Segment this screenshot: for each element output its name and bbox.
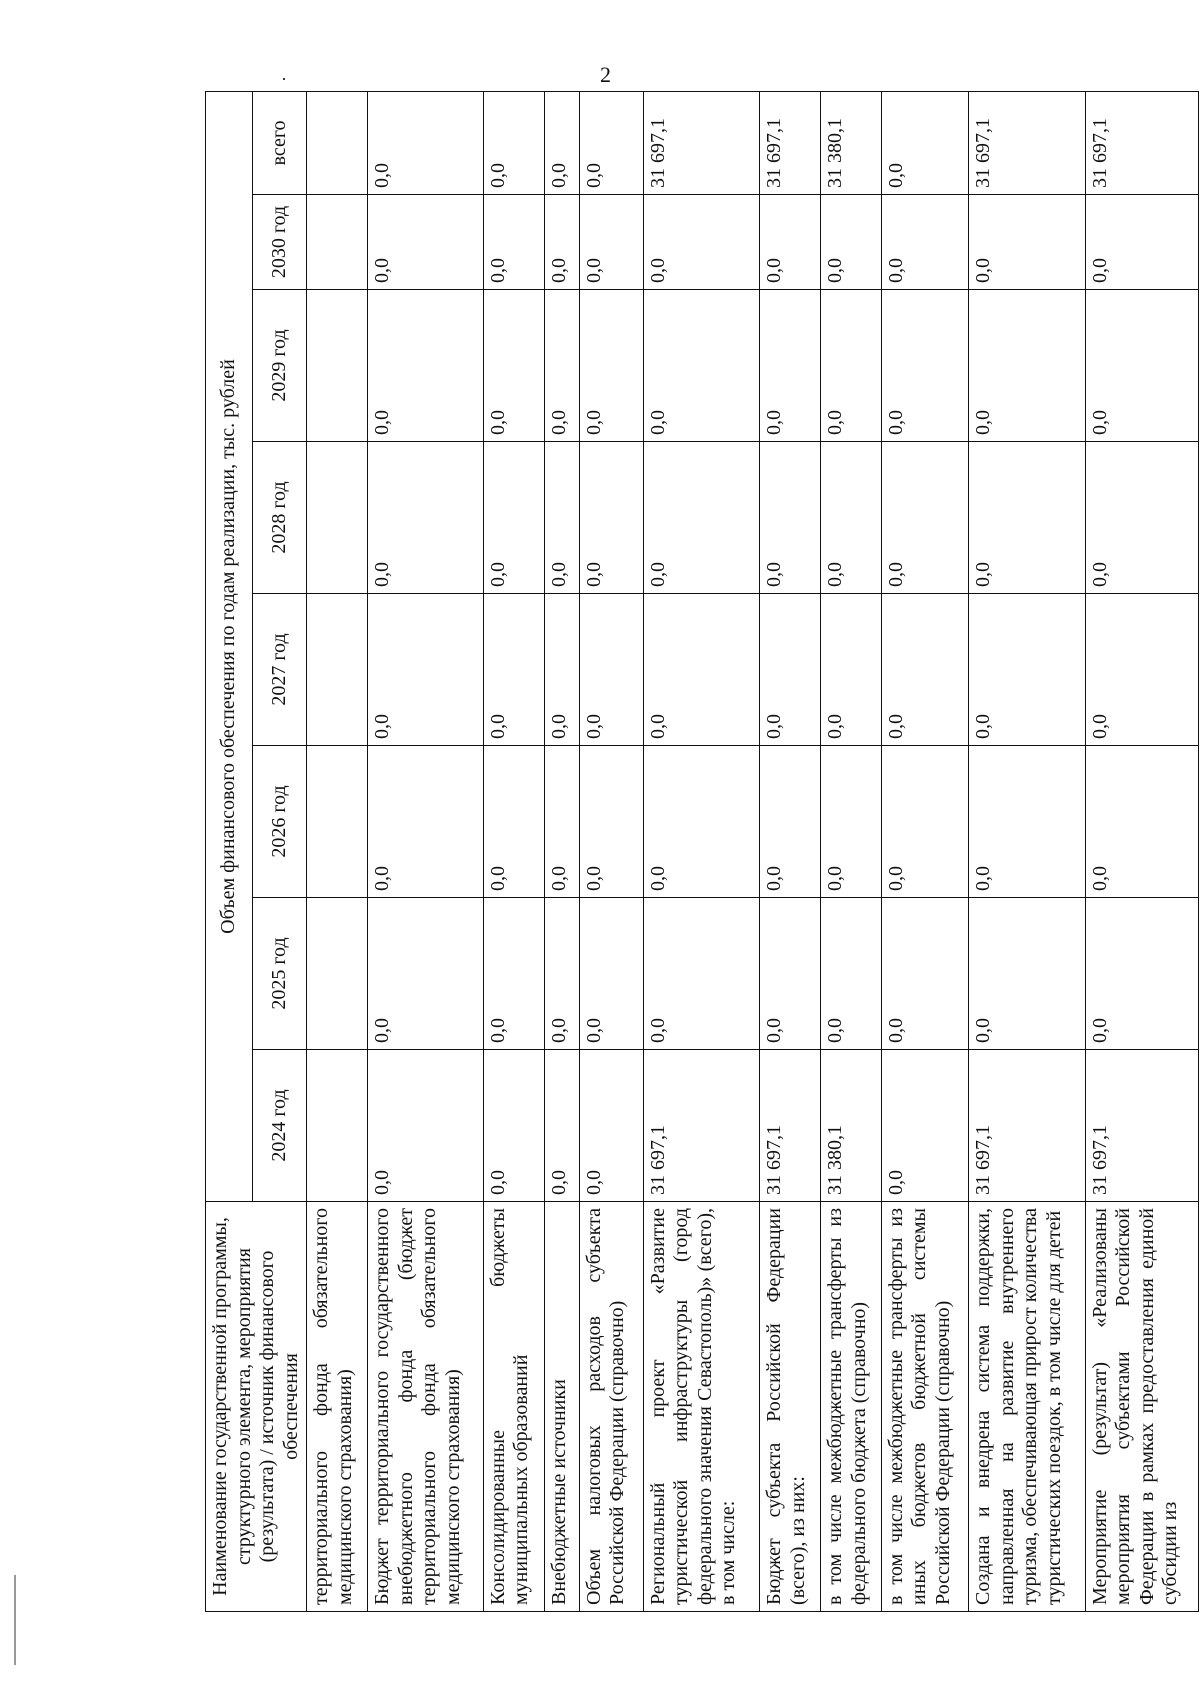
header-group-title: Объем финансового обеспечения по годам реализации, тыс. рублей — [206, 91, 253, 1201]
value-cell: 0,0 — [1085, 195, 1199, 290]
row-name: Внебюджетные источники — [545, 1202, 579, 1612]
value-cell: 0,0 — [881, 195, 968, 290]
value-cell: 0,0 — [760, 594, 821, 746]
value-cell: 0,0 — [483, 290, 545, 442]
table-row — [483, 91, 545, 1611]
value-cell: 0,0 — [483, 1050, 545, 1202]
value-cell: 0,0 — [368, 290, 484, 442]
header-year: 2024 год — [253, 1050, 307, 1202]
value-cell: 0,0 — [579, 442, 643, 594]
table-row — [643, 91, 760, 1611]
value-cell: 0,0 — [368, 195, 484, 290]
row-name: Консолидированные бюджеты муниципальных образований — [483, 1202, 545, 1612]
value-cell: 0,0 — [368, 898, 484, 1050]
value-cell: 0,0 — [579, 1050, 643, 1202]
value-cell: 0,0 — [1085, 442, 1199, 594]
table-row — [545, 91, 579, 1611]
value-cell: 0,0 — [643, 290, 760, 442]
funding-table — [205, 91, 1199, 1612]
value-cell: 0,0 — [1085, 290, 1199, 442]
header-year: 2028 год — [253, 442, 307, 594]
value-cell: 0,0 — [643, 898, 760, 1050]
value-cell: 0,0 — [545, 898, 579, 1050]
header-year: 2029 год — [253, 290, 307, 442]
header-name-column: Наименование государственной программы, структурного элемента, мероприятия (результата) / источник финансового обеспечения — [206, 1202, 307, 1612]
value-cell: 0,0 — [820, 442, 881, 594]
value-cell: 0,0 — [579, 290, 643, 442]
value-cell: 31 697,1 — [643, 91, 760, 194]
row-name: территориального фонда обязательного медицинского страхования) — [307, 1202, 368, 1612]
header-year: 2027 год — [253, 594, 307, 746]
row-name: в том числе межбюджетные трансферты из иных бюджетов бюджетной системы Российской Федерации (справочно) — [881, 1202, 968, 1612]
value-cell: 0,0 — [820, 746, 881, 898]
value-cell: 31 380,1 — [820, 91, 881, 194]
table-row — [820, 91, 881, 1611]
header-total: всего — [253, 91, 307, 194]
value-cell: 0,0 — [579, 898, 643, 1050]
value-cell: 0,0 — [820, 290, 881, 442]
header-year: 2026 год — [253, 746, 307, 898]
value-cell: 0,0 — [579, 594, 643, 746]
value-cell: 31 380,1 — [820, 1050, 881, 1202]
value-cell: 0,0 — [643, 746, 760, 898]
value-cell: 0,0 — [1085, 594, 1199, 746]
value-cell: 0,0 — [881, 746, 968, 898]
row-name: в том числе межбюджетные трансферты из федерального бюджета (справочно) — [820, 1202, 881, 1612]
value-cell: 0,0 — [760, 195, 821, 290]
value-cell: 0,0 — [483, 898, 545, 1050]
value-cell: 0,0 — [483, 594, 545, 746]
row-name: Мероприятие (результат) «Реализованы мероприятия субъектами Российской Федерации в рамках предоставления единой субсидии из — [1085, 1202, 1199, 1612]
value-cell: 0,0 — [1085, 898, 1199, 1050]
value-cell: 0,0 — [643, 594, 760, 746]
table-row — [307, 91, 368, 1611]
value-cell: 0,0 — [968, 746, 1085, 898]
value-cell: 0,0 — [368, 442, 484, 594]
row-name: Региональный проект «Развитие туристической инфраструктуры (город федерального значения Севастополь)» (всего), в том числе: — [643, 1202, 760, 1612]
value-cell — [307, 442, 368, 594]
value-cell: 0,0 — [545, 594, 579, 746]
value-cell: 0,0 — [881, 898, 968, 1050]
table-row — [968, 91, 1085, 1611]
rotated-table-wrapper — [205, 92, 1195, 1612]
value-cell: 0,0 — [820, 195, 881, 290]
value-cell: 0,0 — [760, 290, 821, 442]
value-cell — [307, 898, 368, 1050]
value-cell — [307, 290, 368, 442]
value-cell: 0,0 — [545, 91, 579, 194]
value-cell: 0,0 — [820, 594, 881, 746]
value-cell — [307, 594, 368, 746]
value-cell: 0,0 — [545, 290, 579, 442]
value-cell: 0,0 — [579, 195, 643, 290]
value-cell: 0,0 — [545, 442, 579, 594]
value-cell: 31 697,1 — [1085, 1050, 1199, 1202]
value-cell: 0,0 — [881, 1050, 968, 1202]
value-cell: 0,0 — [545, 1050, 579, 1202]
value-cell: 31 697,1 — [968, 1050, 1085, 1202]
value-cell: 0,0 — [483, 195, 545, 290]
scan-dot: · — [281, 69, 287, 89]
value-cell: 0,0 — [820, 898, 881, 1050]
value-cell: 0,0 — [545, 746, 579, 898]
value-cell: 0,0 — [881, 91, 968, 194]
value-cell: 0,0 — [968, 290, 1085, 442]
page-number: 2 — [600, 62, 611, 87]
value-cell — [307, 91, 368, 194]
value-cell: 0,0 — [579, 91, 643, 194]
value-cell: 0,0 — [760, 442, 821, 594]
value-cell: 0,0 — [760, 746, 821, 898]
row-name: Объем налоговых расходов субъекта Российской Федерации (справочно) — [579, 1202, 643, 1612]
row-name: Создана и внедрена система поддержки, направленная на развитие внутреннего туризма, обеспечивающая прирост количества туристических поездок, в том числе для детей — [968, 1202, 1085, 1612]
value-cell: 0,0 — [760, 898, 821, 1050]
value-cell: 0,0 — [483, 746, 545, 898]
value-cell — [307, 195, 368, 290]
value-cell: 0,0 — [545, 195, 579, 290]
value-cell: 31 697,1 — [760, 91, 821, 194]
value-cell: 31 697,1 — [643, 1050, 760, 1202]
value-cell: 0,0 — [368, 746, 484, 898]
value-cell: 31 697,1 — [760, 1050, 821, 1202]
value-cell: 0,0 — [881, 442, 968, 594]
table-row — [881, 91, 968, 1611]
value-cell: 0,0 — [579, 746, 643, 898]
header-year: 2030 год — [253, 195, 307, 290]
value-cell — [307, 1050, 368, 1202]
value-cell: 31 697,1 — [1085, 91, 1199, 194]
value-cell — [307, 746, 368, 898]
table-row — [579, 91, 643, 1611]
value-cell: 0,0 — [368, 594, 484, 746]
value-cell: 0,0 — [368, 91, 484, 194]
header-year: 2025 год — [253, 898, 307, 1050]
row-name: Бюджет территориального государственного внебюджетного фонда (бюджет территориального фонда обязательного медицинского страхования) — [368, 1202, 484, 1612]
value-cell: 0,0 — [881, 594, 968, 746]
margin-line — [14, 1575, 16, 1665]
value-cell: 31 697,1 — [968, 91, 1085, 194]
value-cell: 0,0 — [1085, 746, 1199, 898]
table-row — [760, 91, 821, 1611]
value-cell: 0,0 — [643, 195, 760, 290]
row-name: Бюджет субъекта Российской Федерации (всего), из них: — [760, 1202, 821, 1612]
value-cell: 0,0 — [968, 898, 1085, 1050]
table-row — [1085, 91, 1199, 1611]
value-cell: 0,0 — [368, 1050, 484, 1202]
value-cell: 0,0 — [483, 91, 545, 194]
value-cell: 0,0 — [643, 442, 760, 594]
table-row — [368, 91, 484, 1611]
value-cell: 0,0 — [968, 442, 1085, 594]
value-cell: 0,0 — [968, 195, 1085, 290]
value-cell: 0,0 — [968, 594, 1085, 746]
value-cell: 0,0 — [483, 442, 545, 594]
value-cell: 0,0 — [881, 290, 968, 442]
